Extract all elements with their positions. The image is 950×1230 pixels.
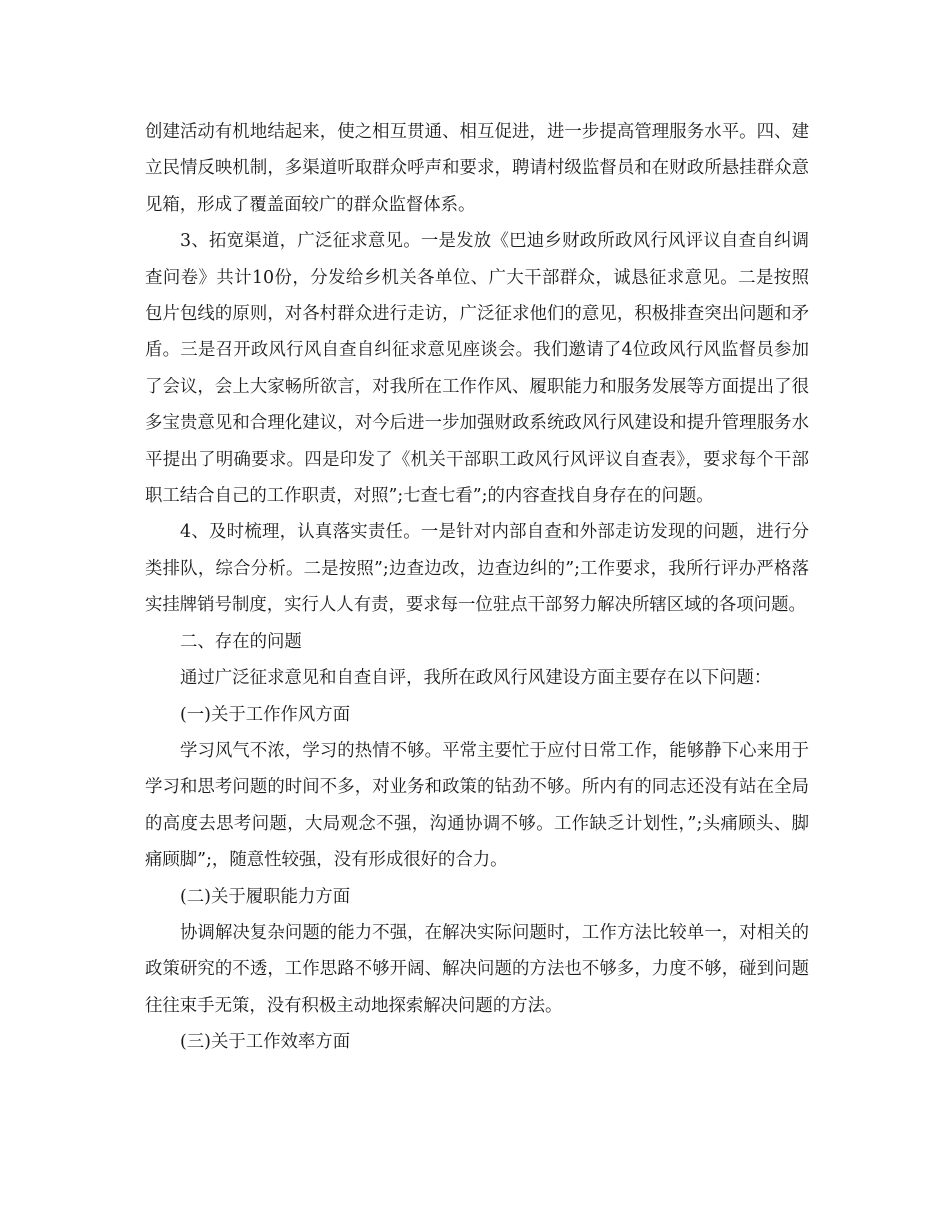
subheading-work-efficiency: (三)关于工作效率方面 [180,1032,351,1053]
section-heading-existing-problems: 二、存在的问题 [180,631,302,652]
subheading-performance-ability: (二)关于履职能力方面 [180,886,351,907]
paragraph-activities-summary: 创建活动有机地结起来，使之相互贯通、相互促进，进一步提高管理服务水平。四、建立民情反映机制，多渠道听取群众呼声和要求，聘请村级监督员和在财政所悬挂群众意见箱，形成了覆盖面较广的群众监督体系。 [145,122,809,215]
paragraph-work-style: 学习风气不浓，学习的热情不够。平常主要忙于应付日常工作，能够静下心来用于学习和思考问题的时间不多，对业务和政策的钻劲不够。所内有的同志还没有站在全局的高度去思考问题，大局观念不强，沟通协调不够。工作缺乏计划性，”;头痛顾头、脚痛顾脚”;，随意性较强，没有形成很好的合力。 [145,740,809,871]
subheading-work-style: (一)关于工作作风方面 [180,704,351,725]
paragraph-performance-ability: 协调解决复杂问题的能力不强，在解决实际问题时，工作方法比较单一，对相关的政策研究的不透，工作思路不够开阔、解决问题的方法也不够多，力度不够，碰到问题往往束手无策，没有积极主动地探索解决问题的方法。 [145,922,809,1016]
paragraph-timely-sorting: 4、及时梳理，认真落实责任。一是针对内部自查和外部走访发现的问题，进行分类排队，综合分析。二是按照”;边查边改，边查边纠的”;工作要求，我所行评办严格落实挂牌销号制度，实行人人有责，要求每一位驻点干部努力解决所辖区域的各项问题。 [145,522,809,616]
paragraph-problems-intro: 通过广泛征求意见和自查自评，我所在政风行风建设方面主要存在以下问题： [180,668,772,689]
document-page [145,114,809,1061]
paragraph-broaden-channels: 3、拓宽渠道，广泛征求意见。一是发放《巴迪乡财政所政风行风评议自查自纠调查问卷》共计10份，分发给乡机关各单位、广大干部群众，诚恳征求意见。二是按照包片包线的原则，对各村群众进行走访，广泛征求他们的意见，积极排查突出问题和矛盾。三是召开政风行风自查自纠征求意见座谈会。我们邀请了4位政风行风监督员参加了会议，会上大家畅所欲言，对我所在工作作风、履职能力和服务发展等方面提出了很多宝贵意见和合理化建议，对今后进一步加强财政系统政风行风建设和提升管理服务水平提出了明确要求。四是印发了《机关干部职工政风行风评议自查表》，要求每个干部职工结合自己的工作职责，对照”;七查七看”;的内容查找自身存在的问题。 [145,231,809,507]
